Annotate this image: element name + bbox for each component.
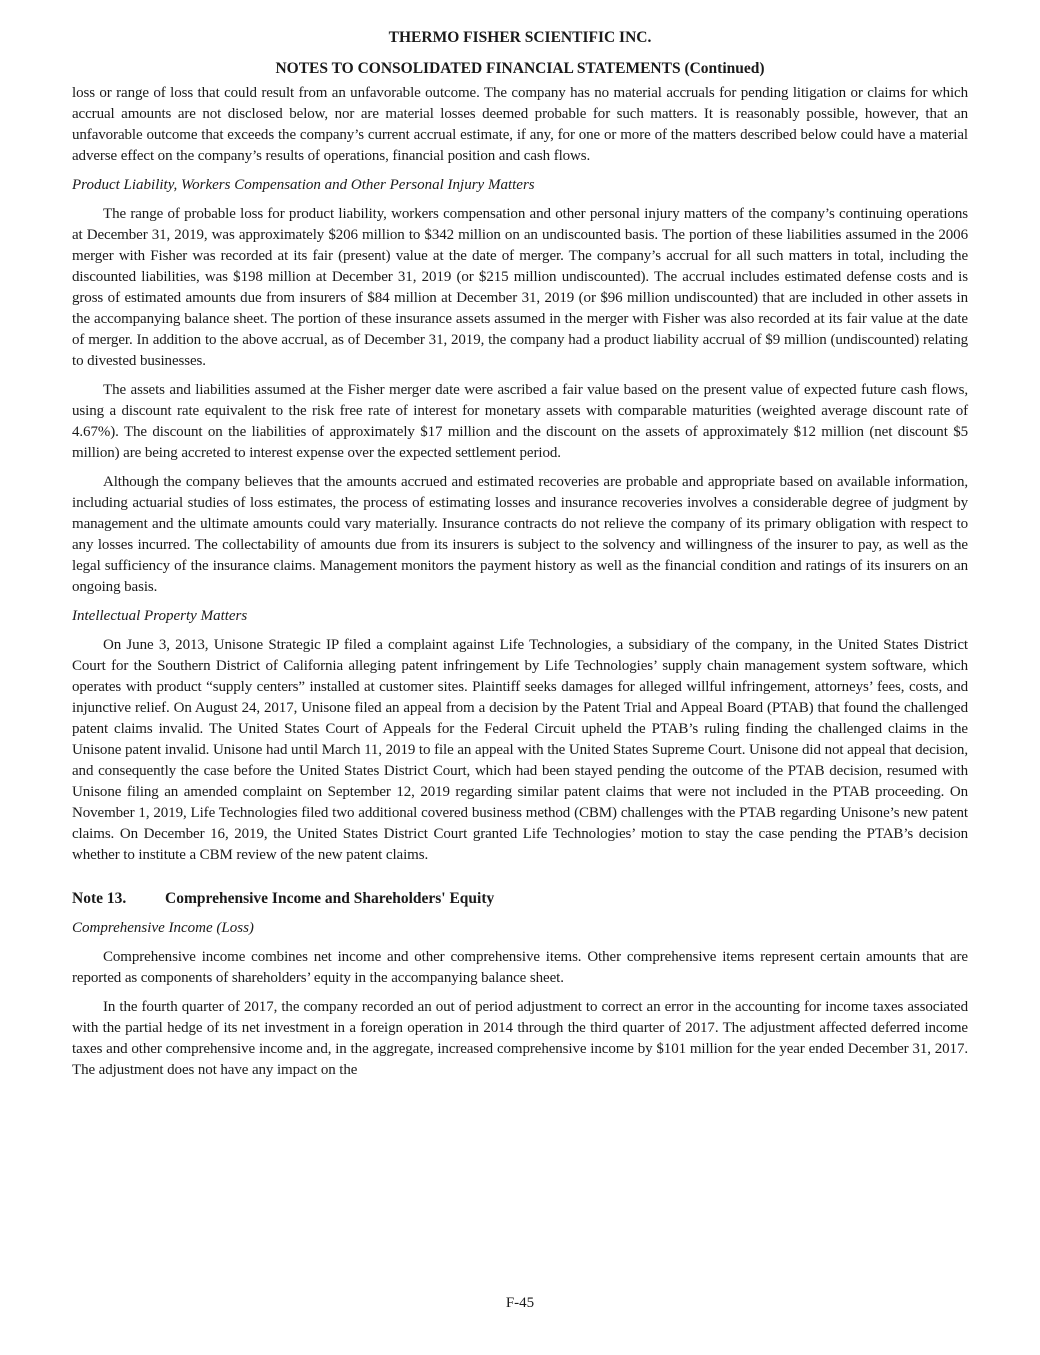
note-heading [72, 888, 968, 909]
page-number: F-45 [505, 1295, 535, 1311]
page-title: NOTES TO CONSOLIDATED FINANCIAL STATEMENTS (Continued) [275, 60, 765, 77]
product-liability-paragraph-3: Although the company believes that the amounts accrued and estimated recoveries are probable and appropriate based on available information, including actuarial studies of loss estimates, the process of estimating losses and insurance recoveries involves a considerable degree of judgment by management and the ultimate amounts could vary materially. Insurance contracts do not relieve the company of its primary obligation with respect to any losses incurred. The collectability of amounts due from its insurers is subject to the solvency and willingness of the insurer to pay, as well as the legal sufficiency of the insurance claims. Management monitors the payment history as well as the financial condition and ratings of its insurers on an ongoing basis. [72, 474, 968, 595]
document-page [72, 28, 968, 1328]
comprehensive-income-heading: Comprehensive Income (Loss) [72, 920, 254, 936]
company-name: THERMO FISHER SCIENTIFIC INC. [388, 29, 652, 46]
intellectual-property-paragraph: On June 3, 2013, Unisone Strategic IP filed a complaint against Life Technologies, a subsidiary of the company, in the United States District Court for the Southern District of California alleging patent infringement by Life Technologies’ supply chain management system software, which operates with product “supply centers” installed at customer sites. Plaintiff seeks damages for alleged willful infringement, attorneys’ fees, costs, and injunctive relief. On August 24, 2017, Unisone filed an appeal from a decision by the Patent Trial and Appeal Board (PTAB) that found the challenged patent claims invalid. The United States Court of Appeals for the Federal Circuit upheld the PTAB’s ruling finding the challenged claims in the Unisone patent invalid. Unisone had until March 11, 2019 to file an appeal with the United States Supreme Court. Unisone did not appeal that decision, and consequently the case before the United States District Court, which had been stayed pending the outcome of the PTAB decision, resumed with Unisone filing an amended complaint on September 12, 2019 regarding similar patent claims that were not included in the PTAB proceeding. On November 1, 2019, Life Technologies filed two additional covered business method (CBM) challenges with the PTAB regarding Unisone’s new patent claims. On December 16, 2019, the United States District Court granted Life Technologies’ motion to stay the case pending the PTAB’s decision whether to institute a CBM review of the new patent claims. [72, 637, 968, 863]
product-liability-heading: Product Liability, Workers Compensation and Other Personal Injury Matters [72, 177, 535, 193]
intro-paragraph: loss or range of loss that could result from an unfavorable outcome. The company has no material accruals for pending litigation or claims for which accrual amounts are not disclosed below, nor are material losses deemed probable for such matters. It is reasonably possible, however, that an unfavorable outcome that exceeds the company’s current accrual estimate, if any, for one or more of the matters described below could have a material adverse effect on the company’s results of operations, financial position and cash flows. [72, 85, 968, 164]
product-liability-paragraph-1: The range of probable loss for product liability, workers compensation and other personal injury matters of the company’s continuing operations at December 31, 2019, was approximately $206 million to $342 million on an undiscounted basis. The portion of these liabilities assumed in the 2006 merger with Fisher was recorded at its fair (present) value at the date of merger. The company’s accrual for all such matters in total, including the discounted liabilities, was $198 million at December 31, 2019 (or $215 million undiscounted). The accrual includes estimated defense costs and is gross of estimated amounts due from insurers of $84 million at December 31, 2019 (or $96 million undiscounted) that are included in other assets in the accompanying balance sheet. The portion of these insurance assets assumed in the merger with Fisher was also recorded at its fair value at the date of merger. In addition to the above accrual, as of December 31, 2019, the company had a product liability accrual of $9 million (undiscounted) relating to divested businesses. [72, 206, 968, 369]
product-liability-paragraph-2: The assets and liabilities assumed at the Fisher merger date were ascribed a fair value based on the present value of expected future cash flows, using a discount rate equivalent to the risk free rate of interest for monetary assets with comparable maturities (weighted average discount rate of 4.67%). The discount on the liabilities of approximately $17 million and the discount on the assets of approximately $12 million (net discount $5 million) are being accreted to interest expense over the expected settlement period. [72, 382, 968, 461]
note-title: Comprehensive Income and Shareholders' Equity [165, 890, 495, 907]
comprehensive-income-paragraph-2: In the fourth quarter of 2017, the company recorded an out of period adjustment to correct an error in the accounting for income taxes associated with the partial hedge of its net investment in a foreign operation in 2014 through the third quarter of 2017. The adjustment affected deferred income taxes and other comprehensive income and, in the aggregate, increased comprehensive income by $101 million for the year ended December 31, 2017. The adjustment does not have any impact on the [72, 999, 968, 1078]
intellectual-property-heading: Intellectual Property Matters [72, 608, 248, 624]
note-number: Note 13. [72, 890, 127, 907]
comprehensive-income-paragraph-1: Comprehensive income combines net income and other comprehensive items. Other comprehensive items represent certain amounts that are reported as components of shareholders’ equity in the accompanying balance sheet. [72, 949, 968, 986]
